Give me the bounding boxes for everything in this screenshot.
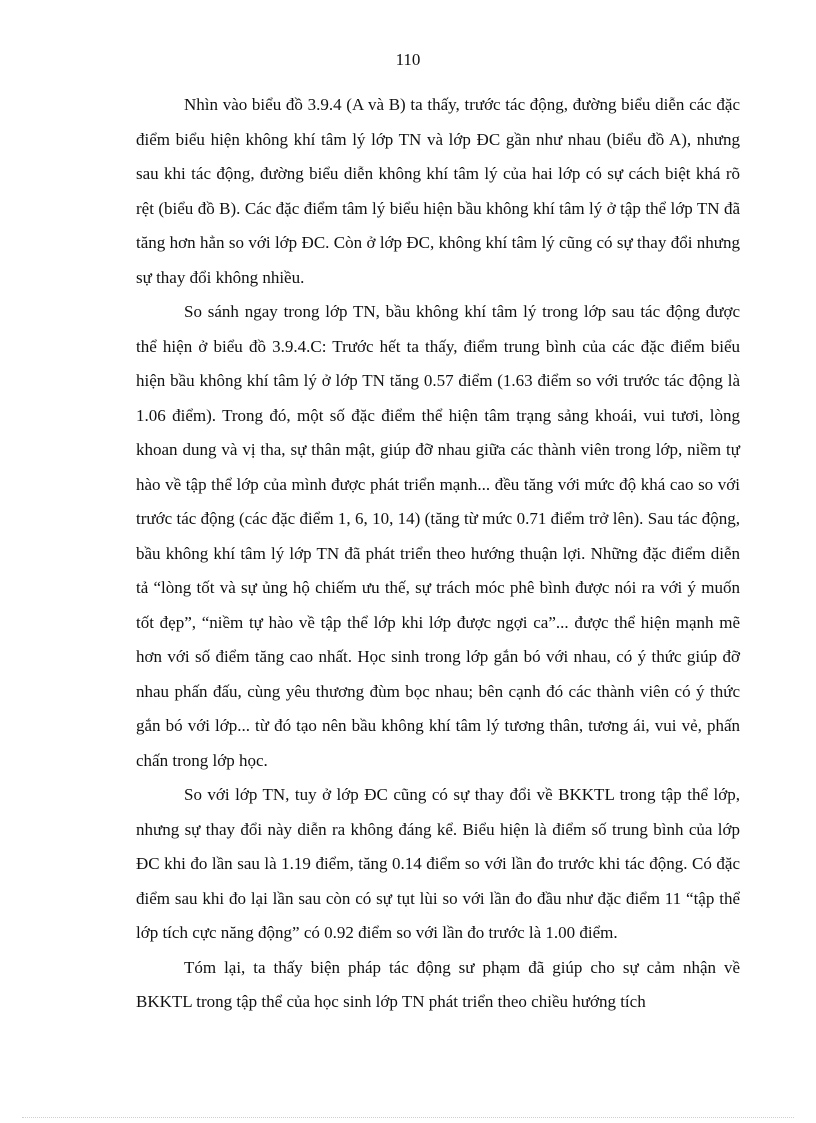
- body-text: [136, 88, 740, 1020]
- page-number: 110: [395, 50, 421, 69]
- paragraph-2: So sánh ngay trong lớp TN, bầu không khí tâm lý trong lớp sau tác động được thể hiện ở biểu đồ 3.9.4.C: Trước hết ta thấy, điểm trung bình của các đặc điểm biểu hiện bầu không khí tâm lý ở lớp TN tăng 0.57 điểm (1.63 điểm so với trước tác động là 1.06 điểm). Trong đó, một số đặc điểm thể hiện tâm trạng sảng khoái, vui tươi, lòng khoan dung và vị tha, sự thân mật, giúp đỡ nhau giữa các thành viên trong lớp, niềm tự hào về tập thể lớp của mình được phát triển mạnh... đều tăng với mức độ khá cao so với trước tác động (các đặc điểm 1, 6, 10, 14) (tăng từ mức 0.71 điểm trở lên). Sau tác động, bầu không khí tâm lý lớp TN đã phát triển theo hướng thuận lợi. Những đặc điểm diễn tả “lòng tốt và sự ủng hộ chiếm ưu thế, sự trách móc phê bình được nói ra với ý muốn tốt đẹp”, “niềm tự hào về tập thể lớp khi lớp được ngợi ca”... được thể hiện mạnh mẽ hơn với số điểm tăng cao nhất. Học sinh trong lớp gắn bó với nhau, có ý thức giúp đỡ nhau phấn đấu, cùng yêu thương đùm bọc nhau; bên cạnh đó các thành viên có ý thức gắn bó với lớp... từ đó tạo nên bầu không khí tâm lý tương thân, tương ái, vui vẻ, phấn chấn trong lớp học.: [136, 302, 740, 770]
- paragraph-3: So với lớp TN, tuy ở lớp ĐC cũng có sự thay đổi về BKKTL trong tập thể lớp, nhưng sự thay đổi này diễn ra không đáng kể. Biểu hiện là điểm số trung bình của lớp ĐC khi đo lần sau là 1.19 điểm, tăng 0.14 điểm so với lần đo trước khi tác động. Có đặc điểm sau khi đo lại lần sau còn có sự tụt lùi so với lần đo đầu như đặc điểm 11 “tập thể lớp tích cực năng động” có 0.92 điểm so với lần đo trước là 1.00 điểm.: [136, 785, 740, 942]
- paragraph-1: Nhìn vào biểu đồ 3.9.4 (A và B) ta thấy, trước tác động, đường biểu diễn các đặc điểm biểu hiện không khí tâm lý lớp TN và lớp ĐC gần như nhau (biểu đồ A), nhưng sau khi tác động, đường biểu diễn không khí tâm lý của hai lớp có sự cách biệt khá rõ rệt (biểu đồ B). Các đặc điểm tâm lý biểu hiện bầu không khí tâm lý ở tập thể lớp TN đã tăng hơn hẳn so với lớp ĐC. Còn ở lớp ĐC, không khí tâm lý cũng có sự thay đổi nhưng sự thay đổi không nhiều.: [136, 95, 740, 287]
- paragraph-4: Tóm lại, ta thấy biện pháp tác động sư phạm đã giúp cho sự cảm nhận về BKKTL trong tập thể của học sinh lớp TN phát triển theo chiều hướng tích: [136, 957, 740, 1011]
- footer-divider: [22, 1117, 794, 1118]
